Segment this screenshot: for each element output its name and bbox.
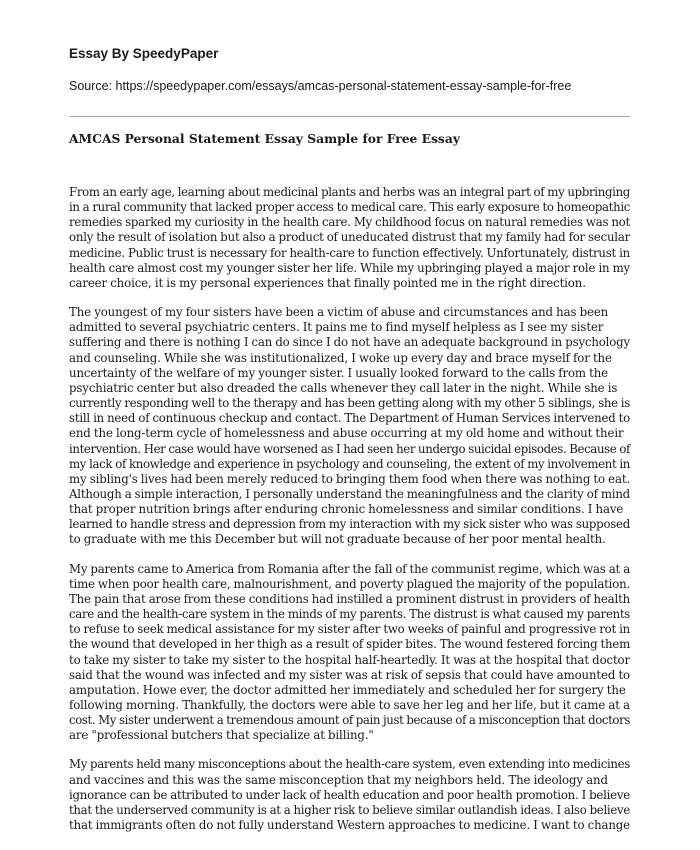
paragraph-line: psychiatric center but also dreaded the calls whenever they call later in the night. While she is [69, 380, 618, 395]
essay-title: AMCAS Personal Statement Essay Sample for Free Essay [69, 131, 460, 146]
paragraph-line: to take my sister to take my sister to the hospital half-heartedly. It was at the hospital that doctor [69, 652, 630, 667]
paragraph-line: From an early age, learning about medicinal plants and herbs was an integral part of my upbringing [69, 185, 630, 199]
paragraph-line: Although a simple interaction, I personally understand the meaningfulness and the clarity of mind [69, 486, 630, 501]
essay-body [69, 185, 630, 833]
paragraph-line: care and the health-care system in the minds of my parents. The distrust is what caused my parents [69, 607, 631, 622]
paragraph-line: that immigrants often do not fully understand Western approaches to medicine. I want to change [69, 818, 630, 833]
paragraph-line: and counseling. While she was institutionalized, I woke up every day and brace myself for the [69, 350, 612, 365]
paragraph-line: still in need of continuous checkup and contact. The Department of Human Services intervened to [69, 411, 630, 426]
paragraph-line: to graduate with me this December but will not graduate because of her poor mental health. [69, 532, 606, 547]
paragraph-line: only the result of isolation but also a product of uneducated distrust that my family had for secular [69, 230, 630, 245]
paragraph-line: that proper nutrition brings after enduring chronic homelessness and similar conditions. I have [69, 502, 624, 517]
essay-paragraph [69, 562, 630, 744]
paragraph-line: admitted to several psychiatric centers. It pains me to find myself helpless as I see my sister [69, 320, 604, 335]
paragraph-line: said that the wound was infected and my sister was at risk of sepsis that could have amounted to [69, 667, 630, 682]
paragraph-line: The youngest of my four sisters have been a victim of abuse and circumstances and has been [69, 305, 609, 320]
paragraph-line: following morning. Thankfully, the doctors were able to save her leg and her life, but it came at a [69, 698, 630, 712]
paragraph-line: remedies sparked my curiosity in the health care. My childhood focus on natural remedies was not [69, 215, 630, 230]
paragraph-line: currently responding well to the therapy and has been getting along with my other 5 siblings, she is [69, 396, 630, 411]
paragraph-line: My parents held many misconceptions about the health-care system, even extending into medicines [69, 757, 630, 772]
paragraph-line: and vaccines and this was the same misconception that my neighbors held. The ideology and [69, 772, 608, 787]
paragraph-line: end the long-term cycle of homelessness and abuse occurring at my old home and without their [69, 426, 624, 441]
paragraph-line: amputation. Howe ever, the doctor admitted her immediately and scheduled her for surgery the [69, 682, 626, 697]
essay-by-heading: Essay By SpeedyPaper [69, 46, 219, 61]
paragraph-line: uncertainty of the welfare of my younger sister. I usually looked forward to the calls from the [69, 365, 609, 380]
paragraph-line: The pain that arose from these conditions had instilled a prominent distrust in providers of health [69, 591, 630, 606]
essay-paragraph [69, 185, 630, 291]
paragraph-line: medicine. Public trust is necessary for health-care to function effectively. Unfortunately, distrust in [69, 245, 630, 260]
source-line: Source: https://speedypaper.com/essays/amcas-personal-statement-essay-sample-for-free [69, 79, 572, 93]
essay-paragraph [69, 305, 630, 548]
paragraph-line: my sibling's lives had been merely reduced to bringing them food when there was nothing to eat. [69, 471, 630, 486]
paragraph-line: the wound that developed in her thigh as a result of spider bites. The wound festered forcing them [69, 637, 630, 652]
divider [69, 116, 630, 117]
paragraph-line: suffering and there is nothing I can do since I do not have an adequate background in psychology [69, 335, 630, 350]
paragraph-line: My parents came to America from Romania after the fall of the communist regime, which was at a [69, 561, 630, 576]
paragraph-line: intervention. Her case would have worsened as I had seen her undergo suicidal episodes. Because of [69, 441, 630, 456]
paragraph-line: that the underserved community is at a higher risk to believe similar outlandish ideas. I also believe [69, 802, 630, 817]
essay-paragraph [69, 757, 630, 833]
paragraph-line: career choice, it is my personal experiences that finally pointed me in the right direction. [69, 275, 586, 290]
paragraph-line: learned to handle stress and depression from my interaction with my sick sister who was supposed [69, 517, 630, 532]
paragraph-line: time when poor health care, malnourishment, and poverty plagued the majority of the population. [69, 576, 630, 591]
paragraph-line: health care almost cost my younger sister her life. While my upbringing played a major role in my [69, 260, 630, 275]
paragraph-line: cost. My sister underwent a tremendous amount of pain just because of a misconception that doctors [69, 713, 630, 728]
paragraph-line: in a rural community that lacked proper access to medical care. This early exposure to homeopathic [69, 200, 630, 215]
paragraph-line: are "professional butchers that specialize at billing." [69, 728, 374, 743]
paragraph-line: to refuse to seek medical assistance for my sister after two weeks of painful and progressive rot in [69, 622, 630, 637]
paragraph-line: my lack of knowledge and experience in psychology and counseling, the extent of my involvement in [69, 456, 630, 471]
paragraph-line: ignorance can be attributed to under lack of health education and poor health promotion. I believe [69, 787, 630, 802]
